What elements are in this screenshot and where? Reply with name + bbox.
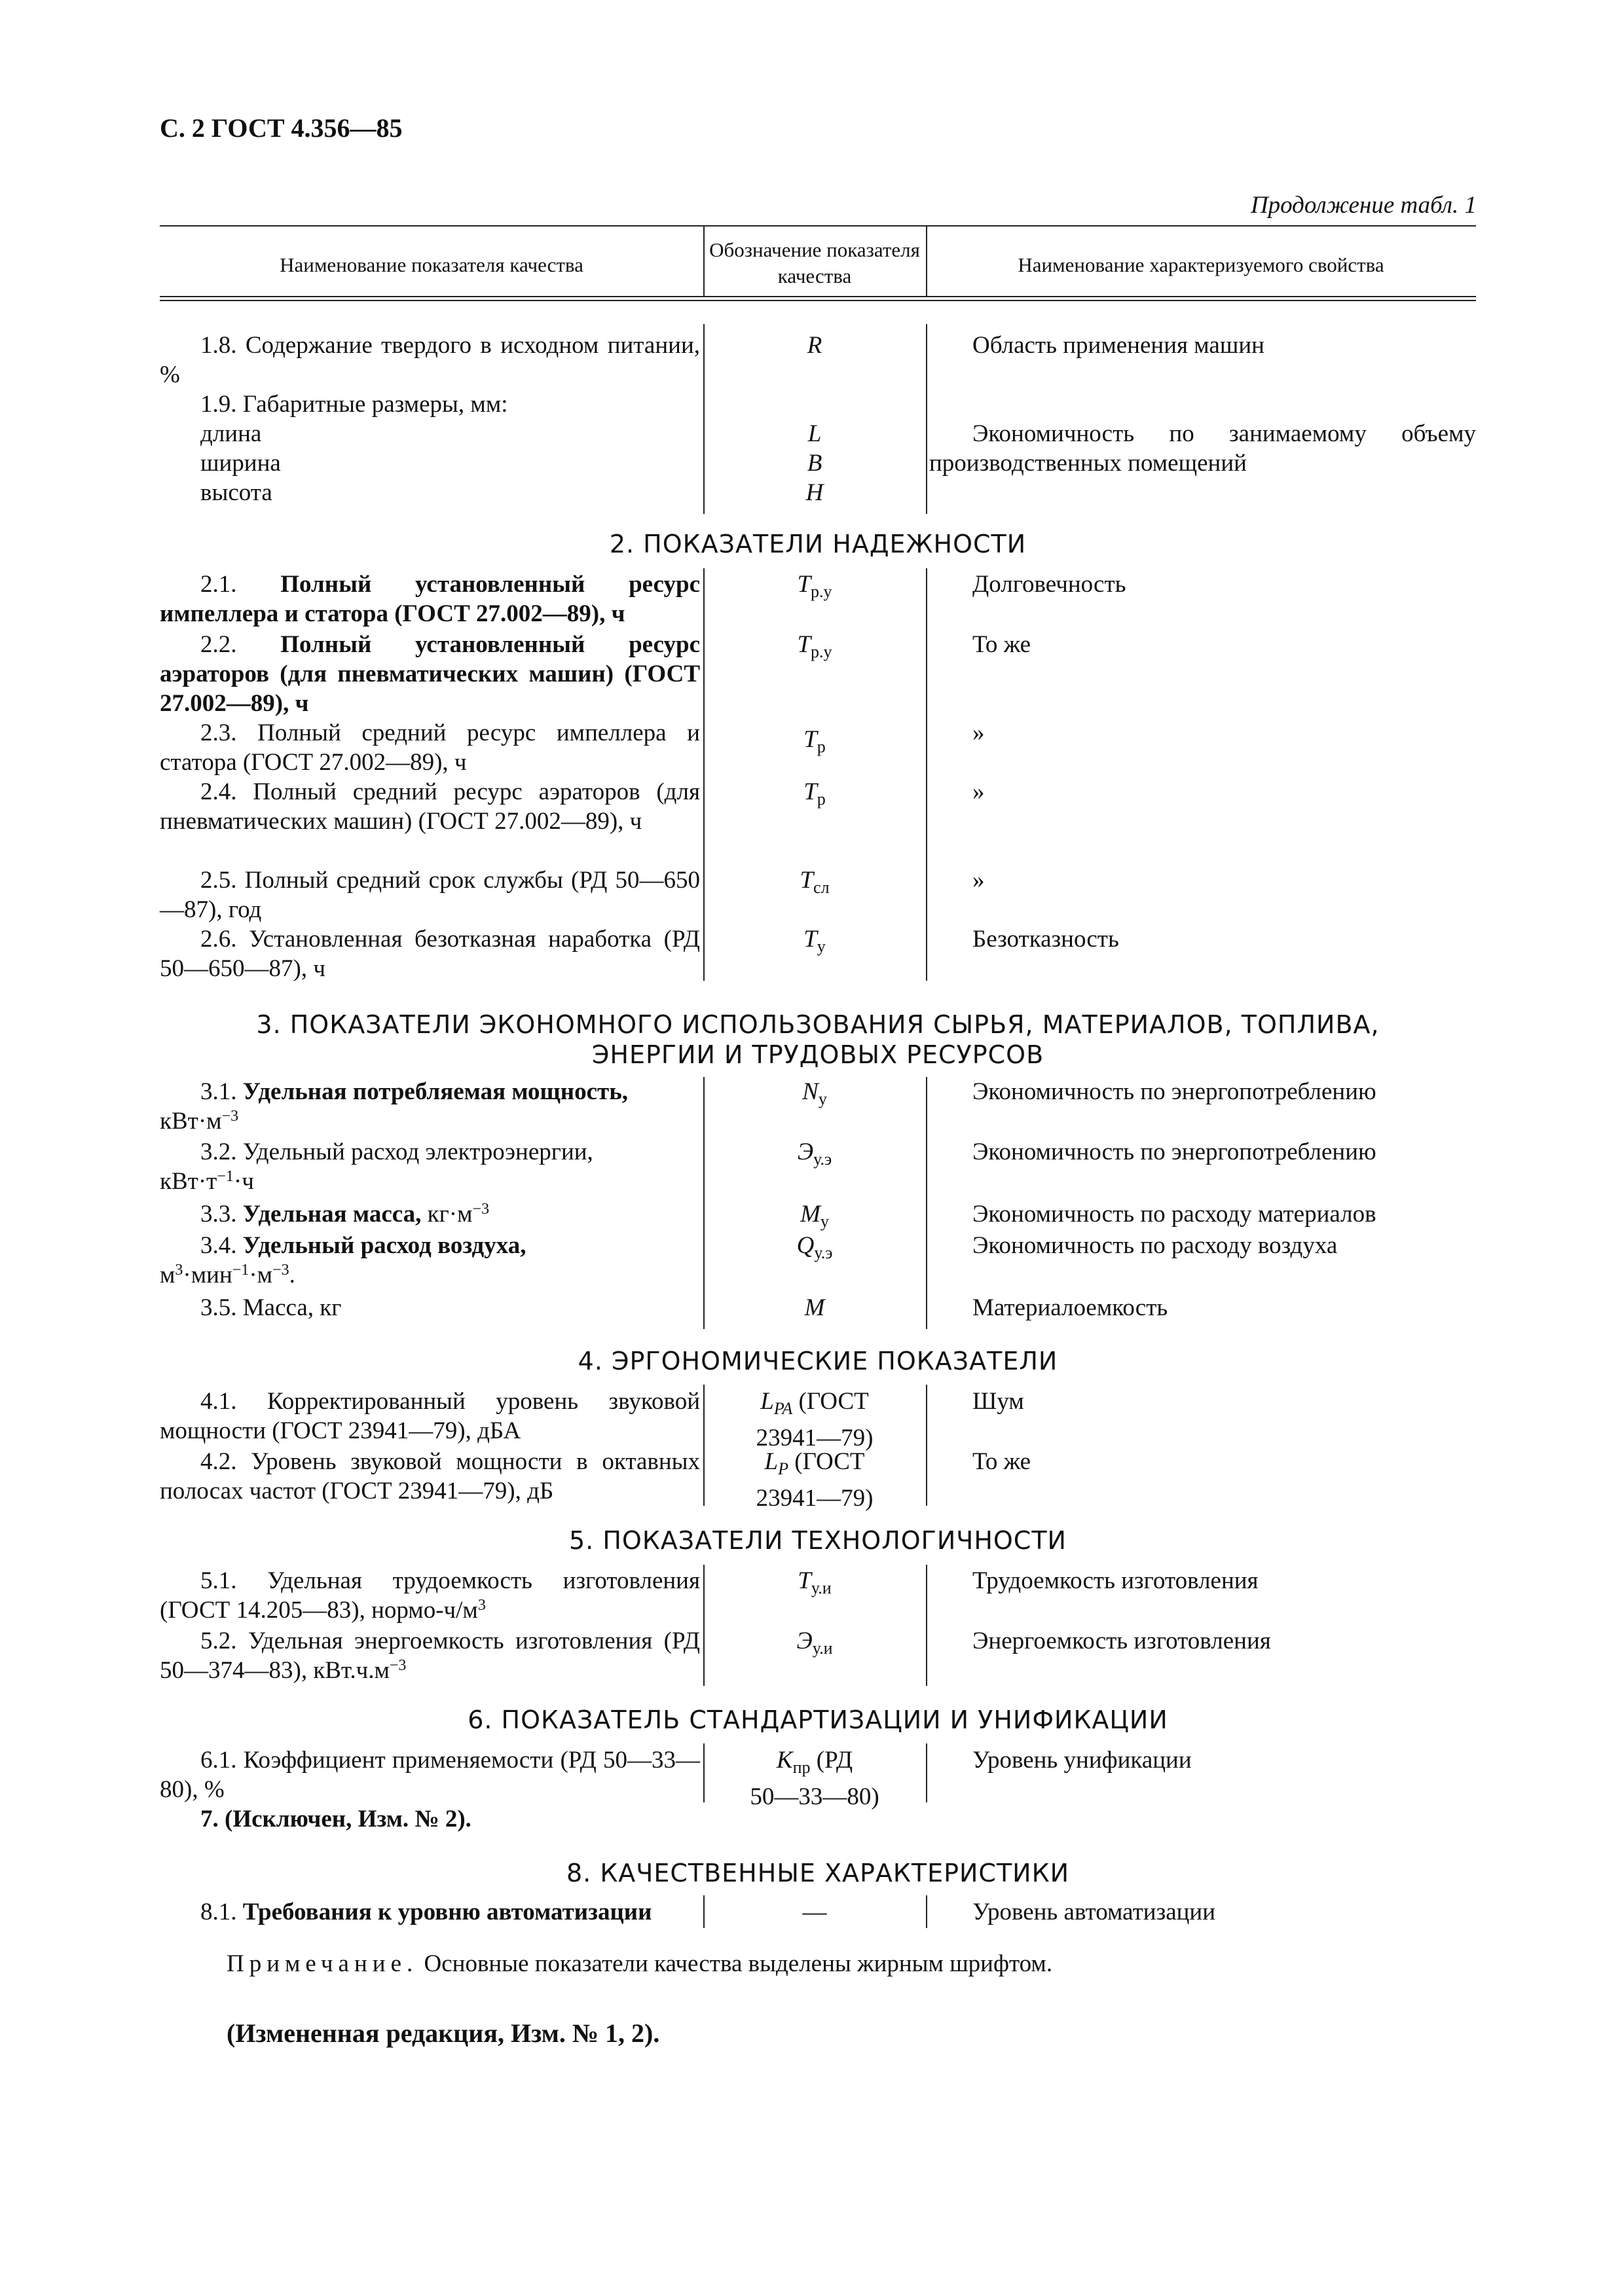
column-divider — [926, 1743, 927, 1802]
row-name: Требования к уровню автоматизации — [242, 1899, 652, 1925]
page-header: С. 2 ГОСТ 4.356—85 — [160, 113, 403, 143]
row-designation: L — [807, 420, 822, 447]
row-subitem: высота — [200, 479, 272, 506]
section-heading: 4. ЭРГОНОМИЧЕСКИЕ ПОКАЗАТЕЛИ — [578, 1347, 1058, 1376]
row-designation: Э — [797, 1139, 814, 1165]
column-divider — [926, 1385, 927, 1506]
row-designation: N — [802, 1078, 819, 1105]
designation-reference: 23941—79) — [756, 1485, 874, 1512]
row-designation: B — [807, 450, 822, 477]
note-text: Основные показатели качества выделены жирным шрифтом. — [418, 1950, 1053, 1977]
row-property: » — [972, 867, 985, 894]
column-header-property: Наименование характеризуемого свойства — [1018, 253, 1384, 276]
row-name: 5.2. Удельная энергоемкость изготовления (РД 50—374—83), кВт.ч.м — [160, 1628, 700, 1684]
row-name: 1.9. Габаритные размеры, мм: — [200, 391, 508, 418]
designation-subscript: у — [820, 1212, 829, 1231]
unit-superscript: −3 — [389, 1657, 407, 1674]
row-number: 3.4. — [200, 1232, 237, 1259]
row-name: 3.5. Масса, кг — [200, 1294, 342, 1321]
column-divider — [926, 568, 927, 981]
header-divider — [926, 225, 927, 296]
row-unit: кВт·т — [160, 1168, 217, 1195]
designation-subscript: у — [817, 937, 826, 956]
section-heading: ЭНЕРГИИ И ТРУДОВЫХ РЕСУРСОВ — [591, 1040, 1044, 1069]
row-designation: M — [804, 1294, 825, 1321]
row-designation: Э — [796, 1628, 813, 1654]
row-designation: K — [776, 1747, 793, 1774]
row-designation: T — [798, 1567, 811, 1594]
section-heading: 3. ПОКАЗАТЕЛИ ЭКОНОМНОГО ИСПОЛЬЗОВАНИЯ СЫРЬЯ, МАТЕРИАЛОВ, ТОПЛИВА, — [256, 1010, 1380, 1039]
row-unit: м — [160, 1262, 175, 1288]
header-bottom-rule — [160, 300, 1476, 301]
row-property: То же — [972, 631, 1031, 658]
designation-reference: 50—33—80) — [750, 1783, 879, 1810]
row-property: » — [972, 720, 985, 746]
row-name: Удельная масса, — [242, 1201, 422, 1228]
row-unit: ·м — [249, 1262, 273, 1288]
row-number: 3.3. — [200, 1201, 237, 1228]
designation-subscript: P — [778, 1459, 788, 1478]
row-name: Удельный расход воздуха, — [242, 1232, 526, 1259]
row-name: Полный установленный ресурс импеллера и статора (ГОСТ 27.002—89), ч — [160, 571, 700, 627]
header-divider — [703, 225, 705, 296]
header-bottom-rule — [160, 296, 1476, 297]
row-subitem: длина — [200, 420, 262, 447]
column-header-designation: Обозначение показателя качества — [709, 238, 920, 287]
unit-superscript: −3 — [472, 1201, 490, 1218]
column-divider — [926, 1077, 927, 1329]
row-name: 2.4. Полный средний ресурс аэраторов (для пневматических машин) (ГОСТ 27.002—89), ч — [160, 778, 700, 835]
row-property: Энергоемкость изготовления — [972, 1628, 1271, 1654]
row-property: Экономичность по расходу материалов — [972, 1201, 1376, 1228]
row-property: Трудоемкость изготовления — [972, 1567, 1259, 1594]
table-continuation-label: Продолжение табл. 1 — [1250, 192, 1477, 219]
row-name: 3.2. Удельный расход электроэнергии, — [200, 1139, 593, 1165]
row-property: То же — [972, 1448, 1031, 1475]
row-name: Удельная потребляемая мощность, — [242, 1078, 629, 1105]
row-designation: H — [805, 479, 824, 506]
designation-subscript: у — [818, 1089, 827, 1108]
column-header-name: Наименование показателя качества — [280, 253, 583, 276]
designation-reference: 23941—79) — [756, 1425, 874, 1451]
row-property: Шум — [972, 1388, 1024, 1415]
unit-superscript: −3 — [221, 1108, 239, 1125]
table-note — [227, 1950, 1052, 1978]
designation-subscript: сл — [813, 878, 830, 897]
row-designation: T — [803, 778, 817, 805]
unit-superscript: −1 — [232, 1262, 249, 1279]
row-name: 7. (Исключен, Изм. № 2). — [200, 1806, 471, 1832]
unit-superscript: 3 — [175, 1262, 183, 1279]
row-unit: . — [289, 1262, 295, 1288]
row-property: Уровень автоматизации — [972, 1899, 1216, 1925]
unit-superscript: 3 — [477, 1597, 486, 1614]
section-heading: 2. ПОКАЗАТЕЛИ НАДЕЖНОСТИ — [609, 530, 1027, 558]
row-name: 1.8. Содержание твердого в исходном питании, % — [160, 332, 700, 388]
designation-reference: (ГОСТ — [788, 1448, 865, 1475]
row-designation: T — [803, 726, 817, 753]
row-designation: — — [802, 1899, 827, 1925]
row-designation: T — [797, 571, 811, 598]
unit-superscript: −1 — [217, 1168, 234, 1185]
row-name: 6.1. Коэффициент применяемости (РД 50—33—80), % — [160, 1747, 700, 1803]
designation-subscript: у.э — [813, 1150, 832, 1169]
row-name: 2.3. Полный средний ресурс импеллера и статора (ГОСТ 27.002—89), ч — [160, 720, 700, 776]
row-designation: T — [800, 867, 814, 894]
row-property: Уровень унификации — [972, 1747, 1192, 1774]
row-subitem: ширина — [200, 450, 281, 477]
row-name: 2.5. Полный средний срок службы (РД 50—650—87), год — [160, 867, 700, 923]
section-heading: 6. ПОКАЗАТЕЛЬ СТАНДАРТИЗАЦИИ И УНИФИКАЦИИ — [468, 1705, 1168, 1734]
column-divider — [926, 1895, 927, 1928]
row-number: 8.1. — [200, 1899, 237, 1925]
row-name: 2.6. Установленная безотказная наработка (РД 50—650—87), ч — [160, 926, 700, 982]
row-property: Экономичность по энергопотреблению — [972, 1139, 1376, 1165]
section-heading: 5. ПОКАЗАТЕЛИ ТЕХНОЛОГИЧНОСТИ — [569, 1526, 1067, 1555]
row-property: Область применения машин — [972, 332, 1264, 359]
row-unit: ·ч — [233, 1168, 254, 1195]
row-designation: T — [803, 926, 817, 953]
row-property: Экономичность по расходу воздуха — [972, 1232, 1338, 1259]
row-number: 2.2. — [200, 631, 237, 658]
row-designation: M — [800, 1201, 820, 1228]
row-unit: кг·м — [427, 1201, 473, 1228]
row-name: Полный установленный ресурс аэраторов (для пневматических машин) (ГОСТ 27.002—89), ч — [160, 631, 700, 717]
designation-subscript: у.э — [814, 1243, 833, 1262]
row-designation: L — [760, 1388, 774, 1415]
designation-reference: (РД — [810, 1747, 853, 1774]
row-property: Безотказность — [972, 926, 1119, 953]
table-top-rule — [160, 225, 1476, 227]
row-name: 4.2. Уровень звуковой мощности в октавных полосах частот (ГОСТ 23941—79), дБ — [160, 1448, 700, 1504]
designation-subscript: р — [817, 737, 826, 756]
row-designation: T — [797, 631, 811, 658]
column-divider — [926, 324, 927, 514]
row-property: Экономичность по занимаемому объему производственных помещений — [929, 420, 1476, 477]
designation-subscript: у.и — [811, 1578, 832, 1597]
note-label: Примечание. — [227, 1950, 418, 1977]
designation-subscript: у.и — [812, 1639, 833, 1658]
row-number: 3.1. — [200, 1078, 237, 1105]
revision-note: (Измененная редакция, Изм. № 1, 2). — [227, 2018, 660, 2048]
designation-subscript: р.у — [811, 642, 832, 661]
designation-subscript: PA — [773, 1399, 793, 1418]
row-property: Материалоемкость — [972, 1294, 1168, 1321]
row-unit: кВт·м — [160, 1108, 222, 1135]
row-designation: R — [807, 332, 822, 359]
row-name: 4.1. Корректированный уровень звуковой мощности (ГОСТ 23941—79), дБА — [160, 1388, 700, 1444]
row-property: Долговечность — [972, 571, 1126, 598]
row-unit: ·мин — [183, 1262, 232, 1288]
designation-subscript: пр — [792, 1758, 811, 1777]
row-property: » — [972, 778, 985, 805]
section-heading: 8. КАЧЕСТВЕННЫЕ ХАРАКТЕРИСТИКИ — [566, 1859, 1069, 1887]
row-designation: Q — [796, 1232, 815, 1259]
row-name: 5.1. Удельная трудоемкость изготовления (ГОСТ 14.205—83), нормо-ч/м — [160, 1567, 700, 1624]
unit-superscript: −3 — [272, 1262, 289, 1279]
row-property: Экономичность по энергопотреблению — [972, 1078, 1376, 1105]
row-number: 2.1. — [200, 571, 237, 598]
designation-subscript: р.у — [811, 582, 832, 601]
designation-subscript: р — [817, 790, 826, 809]
column-divider — [926, 1565, 927, 1686]
designation-reference: (ГОСТ — [792, 1388, 869, 1415]
row-designation: L — [764, 1448, 779, 1475]
